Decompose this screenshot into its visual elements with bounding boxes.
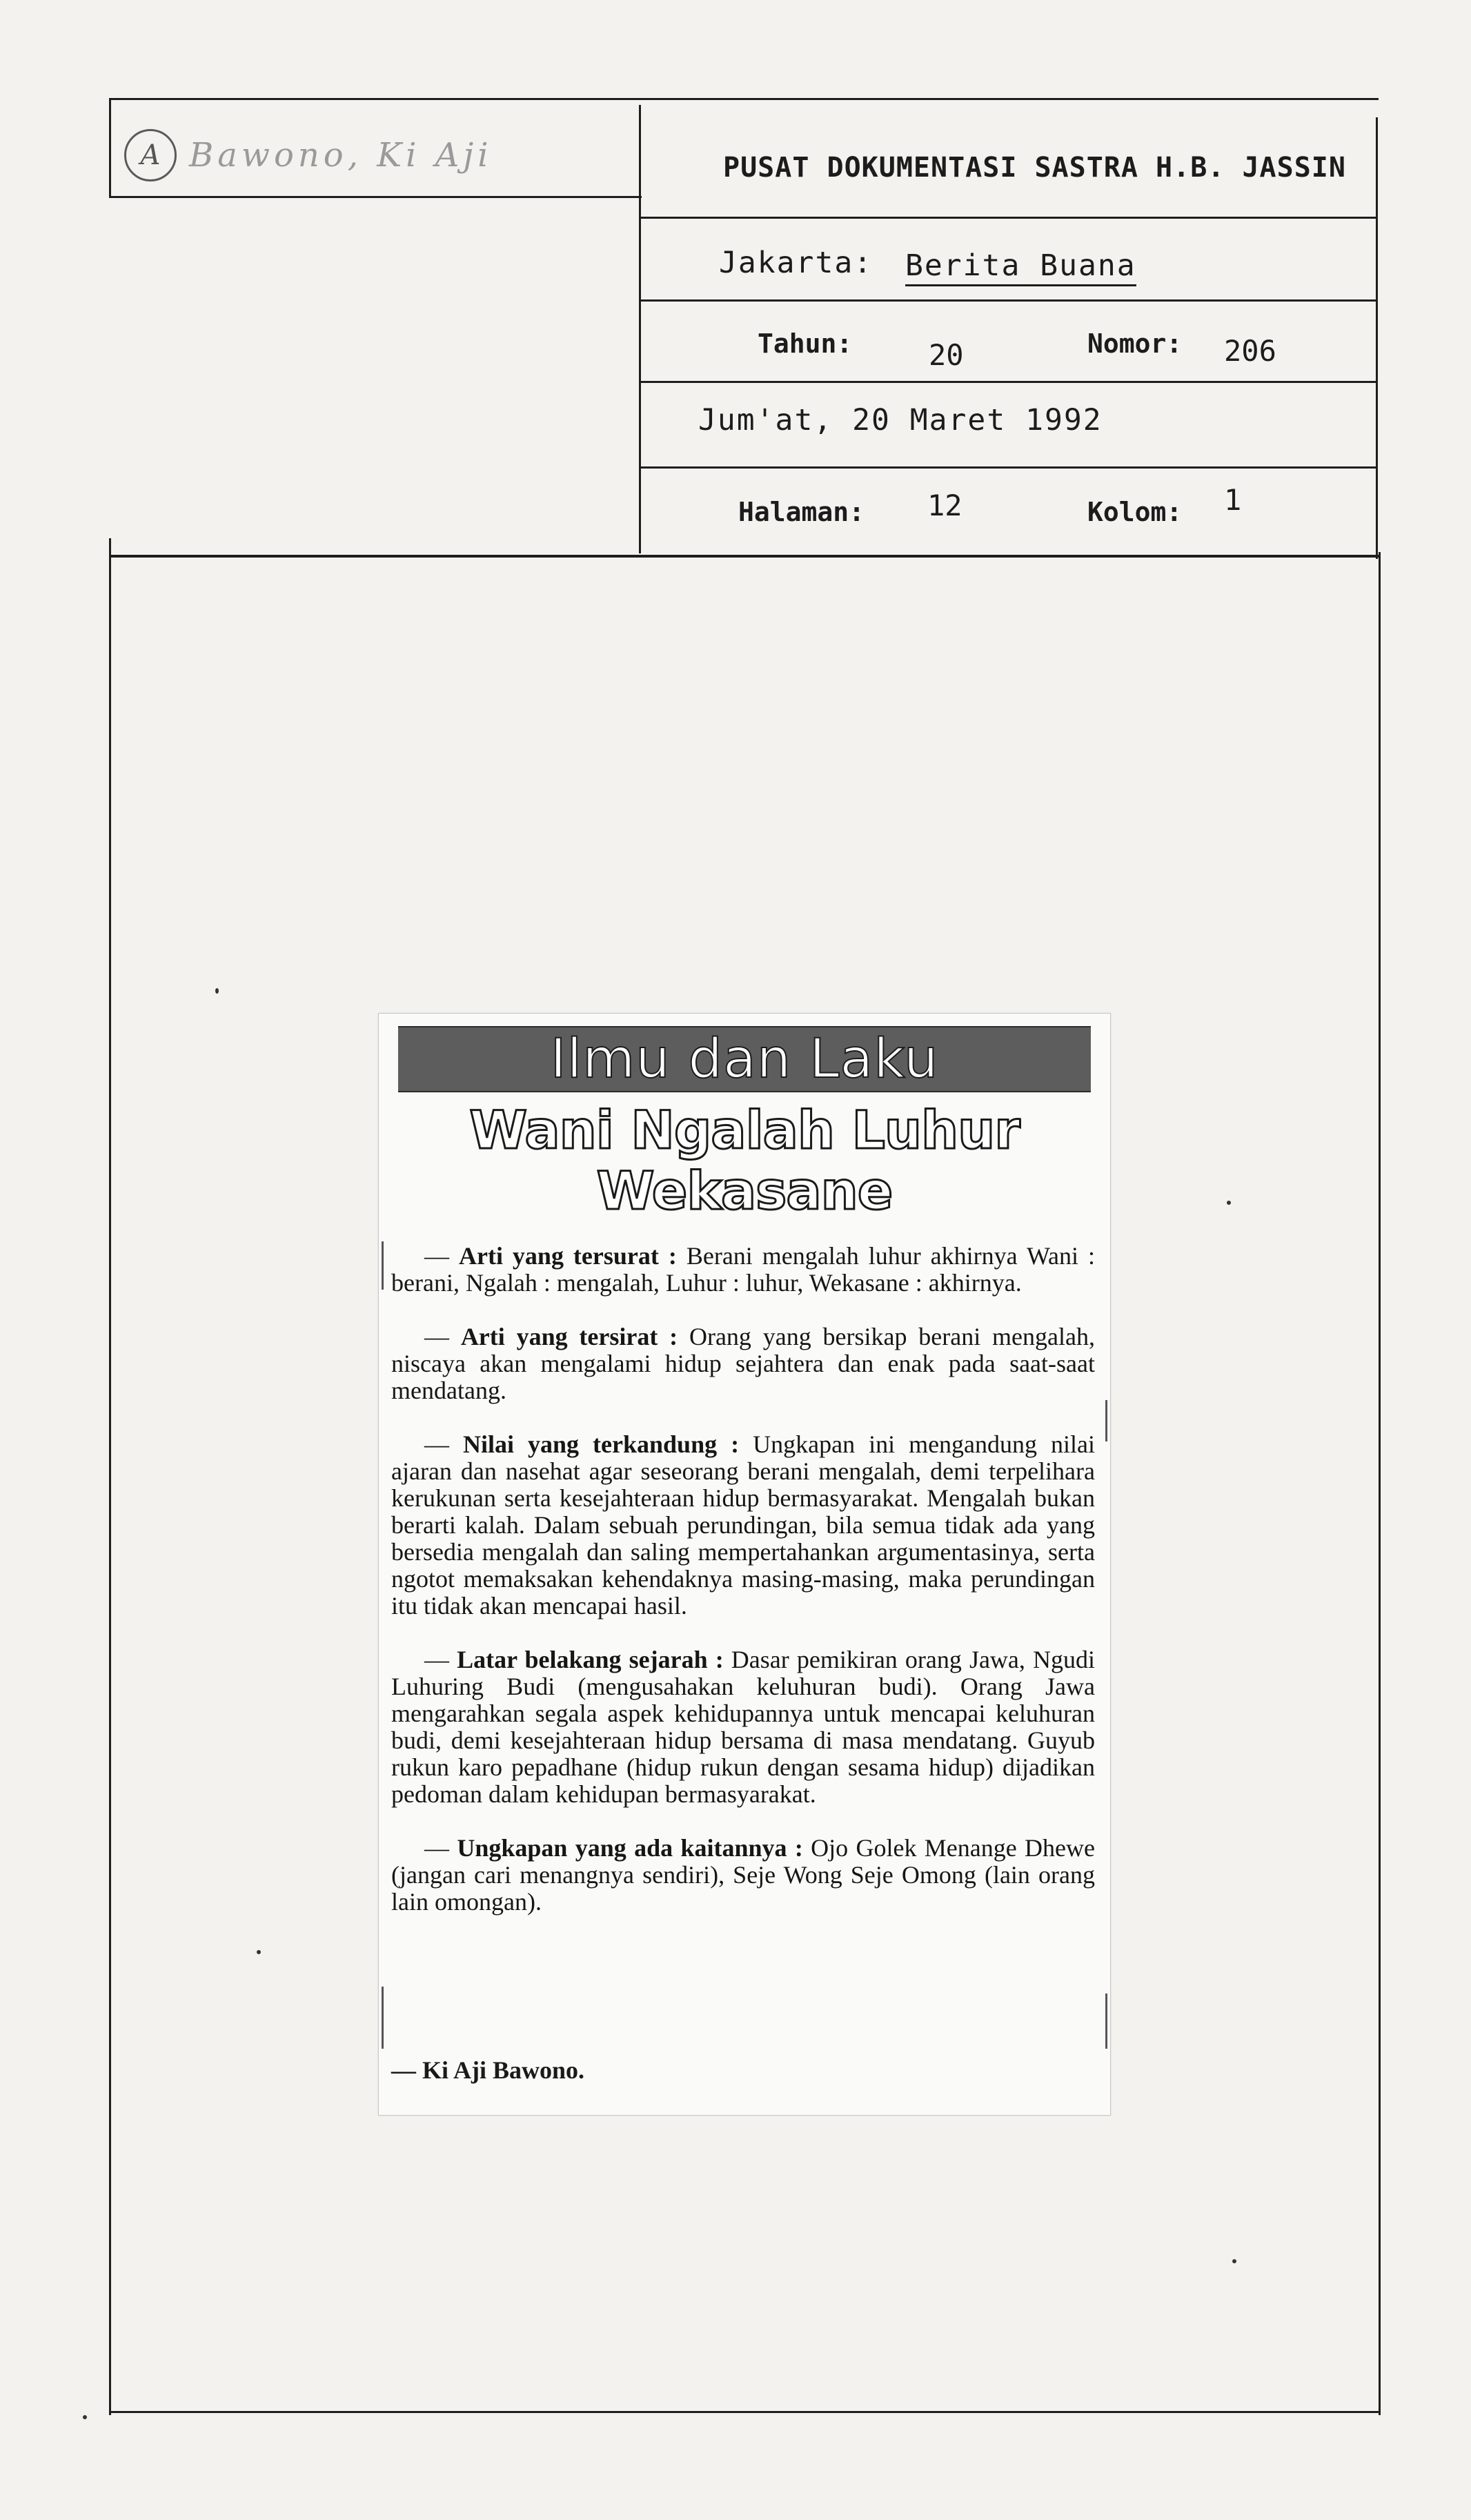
handwritten-author-tag [124, 117, 607, 193]
paragraph-arti-tersirat [391, 1323, 1095, 1404]
form-row-line-3 [639, 381, 1377, 383]
scan-speck [215, 988, 219, 994]
form-top-line [109, 98, 1379, 100]
column-banner [398, 1026, 1091, 1092]
paragraph-lead: Ungkapan yang ada kaitannya : [457, 1834, 803, 1862]
paragraph-nilai-terkandung [391, 1431, 1095, 1620]
form-right-line [1376, 117, 1378, 559]
column-name: Ilmu dan Laku [550, 1028, 939, 1090]
kolom-value: 1 [1224, 483, 1242, 517]
paragraph-lead: Latar belakang sejarah : [457, 1646, 724, 1673]
paragraph-lead: Nilai yang terkandung : [463, 1430, 740, 1458]
form-row-line-1 [639, 217, 1377, 219]
clipping-cut-mark [1105, 1400, 1107, 1441]
handwritten-author-name: Bawono, Ki Aji [189, 136, 493, 175]
paragraph-text: Berani mengalah luhur akhirnya Wani : berani, Ngalah : mengalah, Luhur : luhur, Wekasane : akhirnya. [391, 1242, 1096, 1297]
form-row-line-4 [639, 466, 1377, 469]
paragraph-text: Ojo Golek Menange Dhewe (jangan cari menangnya sendiri), Seje Wong Seje Omong (lain orang lain omongan). [391, 1834, 1095, 1916]
headline-line-2: Wekasane [596, 1160, 893, 1221]
paragraph-latar-belakang [391, 1646, 1095, 1808]
frame-bottom-line [109, 2411, 1380, 2413]
tahun-value: 20 [929, 338, 964, 372]
nomor-label: Nomor: [1087, 328, 1183, 359]
form-row-line-2 [639, 299, 1377, 302]
city-label: Jakarta: [719, 246, 873, 280]
frame-left-line [109, 538, 111, 2415]
dash: — [424, 1834, 449, 1862]
dash: — [424, 1430, 449, 1458]
halaman-label: Halaman: [738, 497, 865, 527]
scan-speck [1232, 2259, 1236, 2263]
paragraph-text: Dasar pemikiran orang Jawa, Ngudi Luhuring Budi (mengusahakan keluhuran budi). Orang Jawa mengarahkan segala aspek kehidupannya untuk mencapai keluhuran budi, demi kesejahteraan hidup bersama di masa mendatang. Guyub rukun karo pepadhane (hidup rukun dengan sesama hidup) dijadikan pedoman dalam kehidupan bermasyarakat. [391, 1646, 1095, 1808]
paragraph-lead: Arti yang tersurat : [458, 1242, 677, 1270]
scan-speck [83, 2415, 87, 2419]
scan-speck [257, 1950, 261, 1954]
form-left-line-top [109, 98, 111, 198]
clipping-cut-mark [1105, 1994, 1107, 2049]
paragraph-lead: Arti yang tersirat : [460, 1323, 678, 1350]
dash: — [424, 1242, 449, 1270]
halaman-value: 12 [927, 489, 962, 522]
paragraph-ungkapan-terkait [391, 1835, 1095, 1916]
dash: — [424, 1323, 449, 1350]
dash: — [391, 2056, 416, 2084]
newspaper-clipping [378, 1013, 1111, 2116]
nomor-value: 206 [1224, 334, 1276, 368]
dash: — [424, 1646, 449, 1673]
clipping-cut-mark [382, 1987, 384, 2049]
paragraph-text: Ungkapan ini mengandung nilai ajaran dan nasehat agar seseorang berani mengalah, demi terpelihara kerukunan serta kesejahteraan hidup bermasyarakat. Mengalah bukan berarti kalah. Dalam sebuah perundingan, bila semua tidak ada yang bersedia mengalah dan saling mempertahankan argumentasinya, serta ngotot memaksakan kehendaknya masing-masing, maka perundingan itu tidak akan mencapai hasil. [391, 1430, 1096, 1620]
headline-line-1: Wani Ngalah Luhur [469, 1099, 1020, 1161]
article-headline [379, 1100, 1110, 1221]
kolom-label: Kolom: [1087, 497, 1183, 527]
publication-date: Jum'at, 20 Maret 1992 [698, 403, 1103, 437]
paragraph-text: Orang yang bersikap berani mengalah, niscaya akan mengalami hidup sejahtera dan enak pada saat-saat mendatang. [391, 1323, 1095, 1404]
form-divider-vertical [639, 105, 641, 553]
form-tag-bottom-line [109, 196, 642, 198]
institution-name: PUSAT DOKUMENTASI SASTRA H.B. JASSIN [723, 152, 1346, 184]
frame-right-line [1379, 552, 1381, 2415]
author-byline [391, 2057, 584, 2084]
paragraph-arti-tersurat [391, 1243, 1095, 1297]
scan-speck [1227, 1201, 1231, 1205]
circled-letter-mark: A [124, 129, 177, 181]
tahun-label: Tahun: [758, 328, 853, 359]
clipping-cut-mark [382, 1241, 384, 1290]
form-bottom-line [109, 555, 1380, 558]
newspaper-name: Berita Buana [905, 248, 1136, 286]
author-name: Ki Aji Bawono. [422, 2056, 585, 2084]
article-body [391, 1243, 1095, 1916]
